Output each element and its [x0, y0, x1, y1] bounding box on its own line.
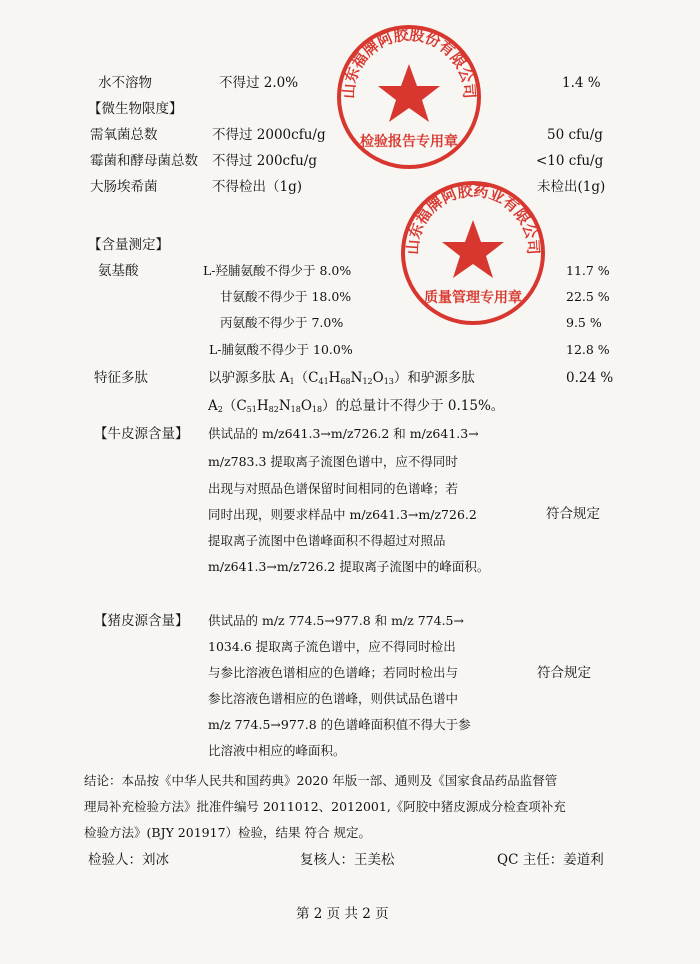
bovine-line-2: m/z783.3 提取离子流图色谱中，应不得同时	[208, 454, 458, 469]
ecoli-name: 大肠埃希菌	[90, 179, 158, 195]
peptide-f1-b: 41	[318, 377, 329, 386]
bovine-line-6: m/z641.3→m/z726.2 提取离子流图中的峰面积。	[208, 559, 490, 574]
peptide-f1-d: 68	[340, 377, 351, 386]
peptide-f1-c: H	[328, 370, 341, 386]
qc-signature: QC 主任：姜道利	[497, 852, 604, 868]
porcine-line-6: 比溶液中相应的峰面积。	[208, 743, 346, 758]
seal-bottom-text-1: 检验报告专用章	[360, 134, 458, 150]
micro-header: 【微生物限度】	[88, 101, 183, 117]
insoluble-result: 1.4 %	[562, 75, 601, 91]
conclusion-line-2: 理局补充检验方法》批准件编号 2011012、2012001,《阿胶中猪皮源成分检查项补充	[84, 799, 566, 814]
aerobic-name: 需氧菌总数	[90, 127, 158, 143]
peptide-f1-f: 12	[362, 377, 373, 386]
mold-limit: 不得过 200cfu/g	[212, 153, 318, 169]
porcine-result: 符合规定	[537, 665, 591, 681]
peptide-f1-e: N	[350, 370, 363, 386]
peptide-sub-2: 2	[217, 405, 223, 414]
aa-limit-3: 丙氨酸不得少于 7.0%	[220, 315, 344, 330]
bovine-line-5: 提取离子流图中色谱峰面积不得超过对照品	[208, 533, 446, 548]
aa-result-4: 12.8 %	[566, 342, 610, 357]
aa-result-2: 22.5 %	[566, 289, 610, 304]
peptide-f2-h: 18	[311, 405, 323, 414]
peptide-f2-a: （C	[222, 398, 247, 414]
peptide-f1-i: ）和驴源多肽	[393, 370, 475, 386]
quality-management-seal	[398, 178, 548, 328]
ecoli-limit: 不得检出（1g)	[212, 179, 302, 195]
aa-result-3: 9.5 %	[566, 315, 602, 330]
conclusion-line-1: 结论：本品按《中华人民共和国药典》2020 年版一部、通则及《国家食品药品监督管	[84, 773, 558, 788]
seal-ring-text-2: 山东福牌阿胶药业有限公司	[403, 181, 543, 256]
peptide-f2-i: ）的总量计不得少于 0.15%。	[322, 398, 505, 414]
porcine-line-2: 1034.6 提取离子流色谱中，应不得同时检出	[208, 639, 456, 654]
peptide-f1-a: （C	[294, 370, 319, 386]
peptide-line-1-a: 以驴源多肽 A	[208, 370, 290, 386]
peptide-line-2	[208, 397, 504, 419]
peptide-f1-g: O	[372, 370, 384, 386]
bovine-line-1: 供试品的 m/z641.3→m/z726.2 和 m/z641.3→	[208, 426, 479, 441]
peptide-f2-f: 18	[290, 405, 301, 414]
peptide-f2-g: O	[300, 398, 312, 414]
aerobic-result: 50 cfu/g	[547, 127, 603, 143]
peptide-result: 0.24 %	[566, 370, 614, 386]
aa-limit-1: L-羟脯氨酸不得少于 8.0%	[203, 263, 352, 278]
peptide-name: 特征多肽	[94, 370, 148, 386]
peptide-f2-e: N	[278, 398, 291, 414]
seal-bottom-text-2: 质量管理专用章	[424, 290, 522, 306]
inspection-report-seal	[334, 22, 484, 172]
conclusion-line-3: 检验方法》(BJY 201917）检验，结果 符合 规定。	[84, 825, 371, 840]
aa-result-1: 11.7 %	[566, 263, 610, 278]
mold-result: <10 cfu/g	[536, 153, 604, 169]
bovine-line-4: 同时出现，则要求样品中 m/z641.3→m/z726.2	[208, 507, 477, 522]
peptide-f2-b: 51	[246, 405, 257, 414]
mold-name: 霉菌和酵母菌总数	[90, 153, 198, 169]
aa-limit-4: L-脯氨酸不得少于 10.0%	[209, 342, 353, 357]
peptide-line-2-a: A	[208, 398, 218, 414]
porcine-line-1: 供试品的 m/z 774.5→977.8 和 m/z 774.5→	[208, 613, 464, 628]
aa-limit-2: 甘氨酸不得少于 18.0%	[220, 289, 352, 304]
peptide-sub-1: 1	[289, 377, 295, 386]
peptide-f2-c: H	[256, 398, 269, 414]
insoluble-name: 水不溶物	[98, 75, 152, 91]
peptide-f1-h: 13	[383, 377, 394, 386]
inspector-signature: 检验人：刘冰	[88, 852, 169, 868]
porcine-line-3: 与参比溶液色谱相应的色谱峰；若同时检出与	[208, 665, 459, 680]
insoluble-limit: 不得过 2.0%	[219, 75, 299, 91]
peptide-line-1	[208, 369, 475, 391]
porcine-header: 【猪皮源含量】	[94, 613, 189, 629]
aerobic-limit: 不得过 2000cfu/g	[212, 127, 326, 143]
ecoli-result: 未检出(1g)	[537, 179, 606, 195]
bovine-result: 符合规定	[546, 506, 600, 522]
seal-ring-text-1: 山东福牌阿胶股份有限公司	[339, 25, 479, 100]
bovine-header: 【牛皮源含量】	[94, 426, 189, 442]
content-header: 【含量测定】	[88, 237, 169, 253]
amino-acid-name: 氨基酸	[98, 263, 139, 279]
page-number: 第 2 页 共 2 页	[296, 906, 389, 922]
peptide-f2-d: 82	[268, 405, 279, 414]
porcine-line-5: m/z 774.5→977.8 的色谱峰面积值不得大于参	[208, 717, 471, 732]
bovine-line-3: 出现与对照品色谱保留时间相同的色谱峰；若	[208, 481, 459, 496]
reviewer-signature: 复核人：王美松	[300, 852, 395, 868]
porcine-line-4: 参比溶液色谱相应的色谱峰，则供试品色谱中	[208, 691, 459, 706]
